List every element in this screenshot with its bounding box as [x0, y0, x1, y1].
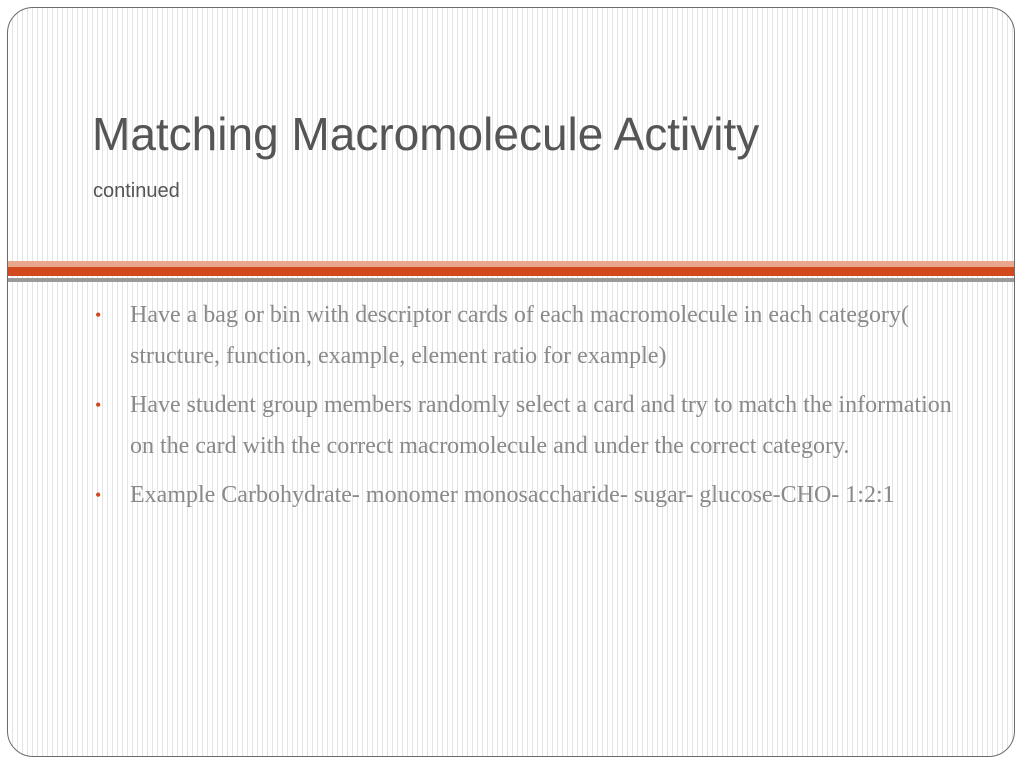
bullet-text: Example Carbohydrate- monomer monosaccharide- sugar- glucose-CHO- 1:2:1 — [130, 482, 895, 508]
bullet-dot-icon: • — [95, 395, 102, 415]
slide-subtitle: continued — [93, 180, 180, 202]
bullet-dot-icon: • — [95, 485, 102, 505]
bullet-item — [86, 385, 966, 467]
slide-title: Matching Macromolecule Activity — [92, 108, 760, 160]
bullet-text: Have a bag or bin with descriptor cards of each macromolecule in each category( structure, function, example, element ratio for example) — [130, 302, 909, 369]
bullet-list — [86, 295, 966, 524]
bullet-text: Have student group members randomly select a card and try to match the information on the card with the correct macromolecule and under the correct category. — [130, 392, 952, 459]
slide-frame — [7, 7, 1015, 757]
bullet-item — [86, 295, 966, 377]
divider-accent-stripe — [8, 267, 1014, 276]
divider-gray-stripe — [8, 278, 1014, 282]
bullet-item — [86, 475, 966, 516]
bullet-dot-icon: • — [95, 305, 102, 325]
